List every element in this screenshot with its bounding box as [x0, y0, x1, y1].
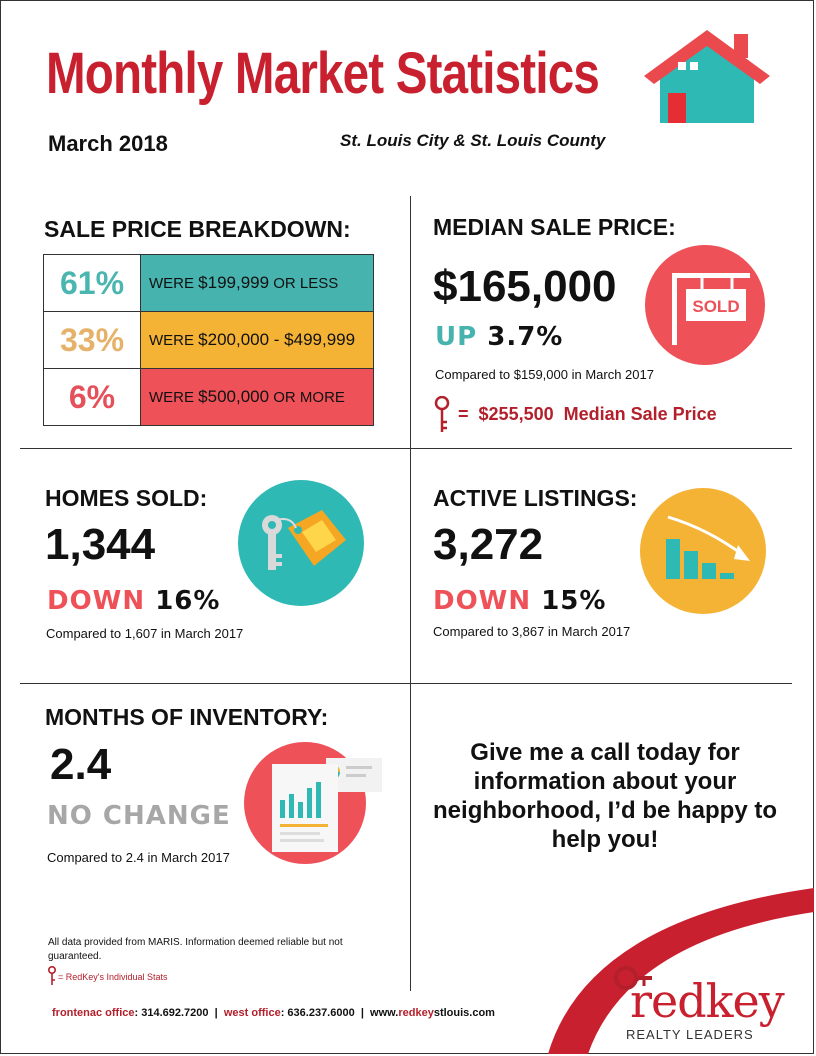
active-listings-value: 3,272 — [433, 520, 544, 569]
inventory-compare: Compared to 2.4 in March 2017 — [47, 850, 230, 865]
breakdown-pct: 61% — [44, 255, 141, 312]
sold-sign-icon — [640, 245, 770, 365]
west-phone: : 636.237.6000 — [280, 1007, 355, 1019]
sale-breakdown-title: SALE PRICE BREAKDOWN: — [44, 216, 351, 242]
active-listings-title: ACTIVE LISTINGS: — [433, 485, 638, 511]
table-row — [44, 255, 374, 312]
key-tag-icon — [236, 480, 366, 606]
inventory-value: 2.4 — [50, 740, 112, 789]
frontenac-label: frontenac office — [52, 1007, 135, 1019]
breakdown-pct: 6% — [44, 369, 141, 426]
homes-sold-compare: Compared to 1,607 in March 2017 — [46, 626, 244, 641]
center-divider — [410, 196, 411, 991]
table-row — [44, 312, 374, 369]
breakdown-desc: WERE $199,999 OR LESS — [141, 255, 374, 312]
individual-stat: = $255,500 Median Sale Price — [458, 404, 717, 424]
logo-brand: redkey — [630, 974, 784, 1028]
median-price-title: MEDIAN SALE PRICE: — [433, 214, 676, 240]
small-key-icon — [47, 966, 57, 986]
frontenac-phone: : 314.692.7200 — [134, 1007, 209, 1019]
west-label: west office — [223, 1007, 281, 1019]
house-icon — [642, 28, 772, 128]
homes-sold-title: HOMES SOLD: — [45, 485, 208, 511]
report-date: March 2018 — [48, 131, 168, 156]
call-to-action: Give me a call today for information about your neighborhood, I’d be happy to help you! — [433, 739, 777, 853]
active-listings-trend: DOWN 15% — [433, 586, 607, 616]
declining-chart-icon — [638, 487, 768, 615]
median-price-trend: UP 3.7% — [435, 322, 564, 352]
active-listings-compare: Compared to 3,867 in March 2017 — [433, 624, 631, 639]
report-region: St. Louis City & St. Louis County — [340, 131, 606, 150]
disclaimer: All data provided from MARIS. Information deemed reliable but not guaranteed. — [48, 937, 343, 962]
row-divider-1 — [20, 448, 792, 449]
table-row — [44, 369, 374, 426]
key-icon — [433, 396, 451, 434]
homes-sold-trend: DOWN 16% — [47, 586, 221, 616]
inventory-title: MONTHS OF INVENTORY: — [45, 704, 329, 730]
median-price-compare: Compared to $159,000 in March 2017 — [435, 367, 654, 382]
breakdown-desc: WERE $500,000 OR MORE — [141, 369, 374, 426]
median-price-value: $165,000 — [433, 262, 617, 311]
breakdown-desc: WERE $200,000 - $499,999 — [141, 312, 374, 369]
page-title: Monthly Market Statistics — [46, 41, 599, 106]
inventory-trend: NO CHANGE — [47, 801, 231, 831]
key-legend: = RedKey's Individual Stats — [58, 972, 168, 982]
breakdown-pct: 33% — [44, 312, 141, 369]
logo-tagline: REALTY LEADERS — [626, 1027, 754, 1042]
sale-breakdown-table — [43, 254, 374, 426]
footer-contact: frontenac office: 314.692.7200 | west office: 636.237.6000 | www.redkeystlouis.com — [52, 1007, 495, 1019]
report-document-icon — [244, 742, 392, 864]
website-link[interactable]: www.redkeystlouis.com — [370, 1007, 495, 1019]
sold-sign-text: SOLD — [692, 297, 740, 316]
row-divider-2 — [20, 683, 792, 684]
homes-sold-value: 1,344 — [45, 520, 156, 569]
